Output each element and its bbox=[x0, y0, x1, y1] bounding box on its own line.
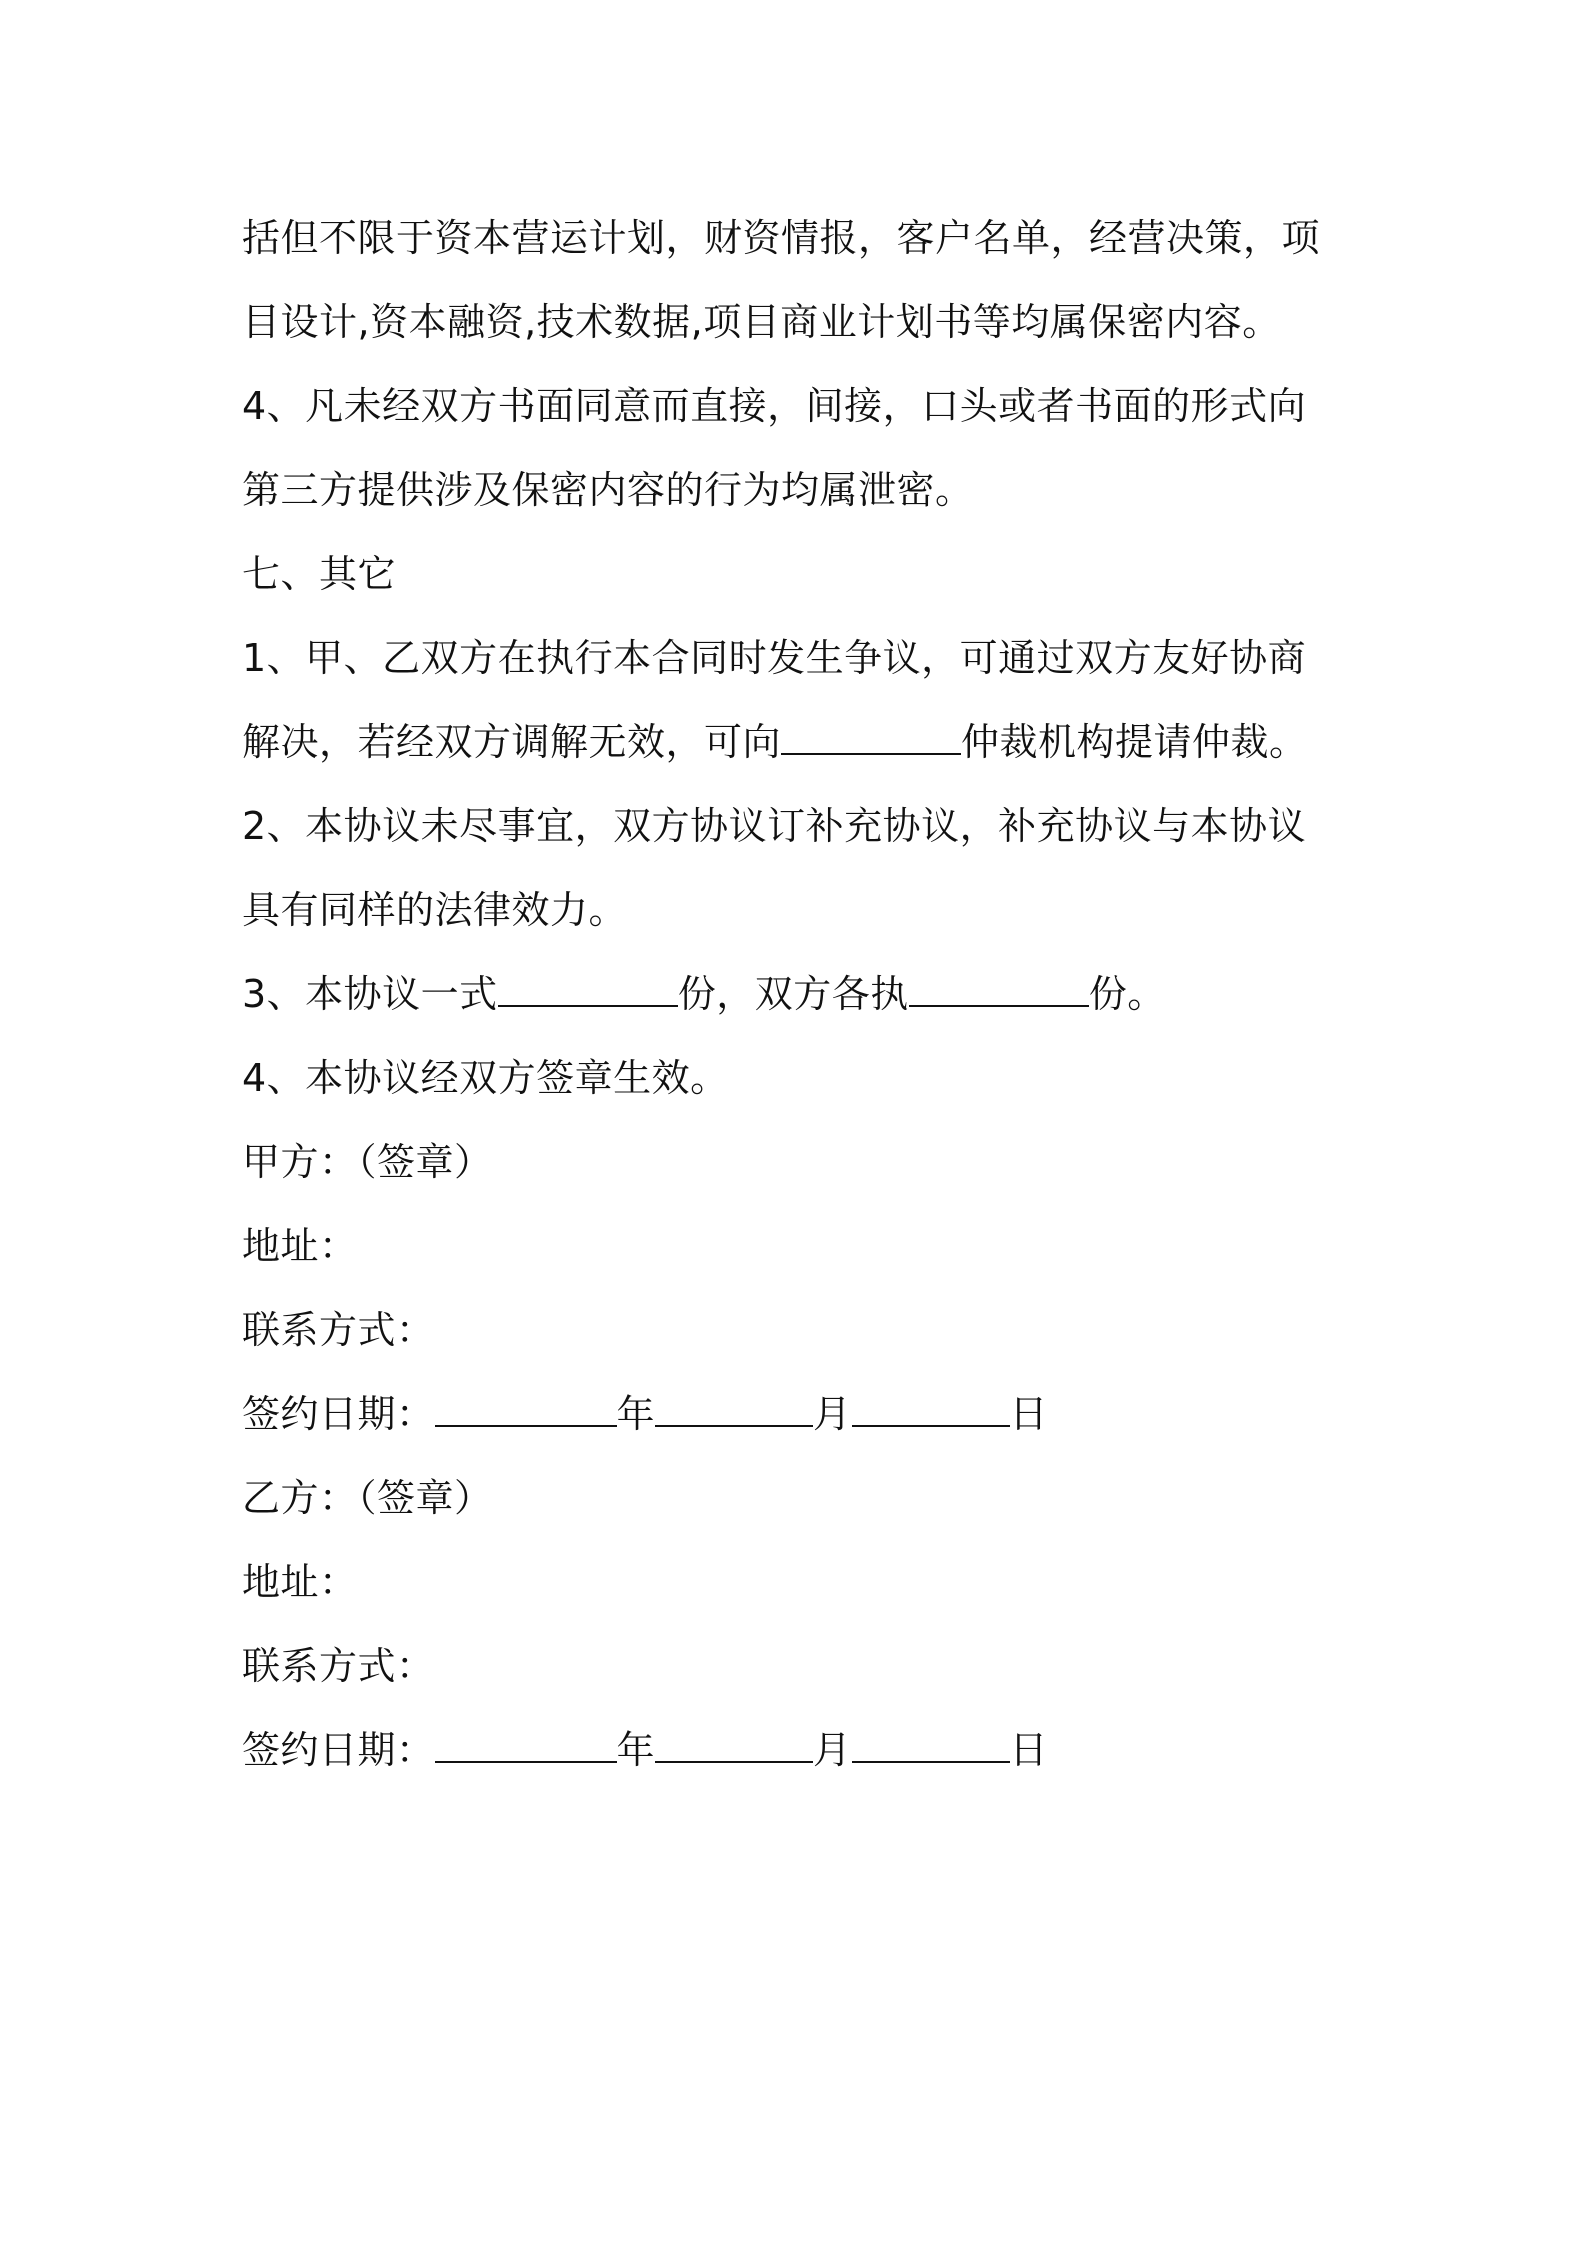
arbitration-line bbox=[242, 700, 1362, 784]
clause-4-effective: 4、本协议经双方签章生效。 bbox=[242, 1056, 729, 1100]
arbitration-text-before: 解决，若经双方调解无效，可向 bbox=[242, 720, 782, 764]
arbitration-institution-blank[interactable] bbox=[781, 719, 961, 755]
day-label: 日 bbox=[1009, 1392, 1049, 1436]
day-blank[interactable] bbox=[852, 1727, 1010, 1763]
party-b-signing-date bbox=[242, 1708, 1362, 1792]
paragraph-line: 具有同样的法律效力。 bbox=[242, 888, 628, 932]
document-body bbox=[242, 196, 1362, 1792]
clause-1-dispute: 1、甲、乙双方在执行本合同时发生争议，可通过双方友好协商 bbox=[242, 636, 1307, 680]
month-label: 月 bbox=[813, 1728, 852, 1772]
year-blank[interactable] bbox=[435, 1727, 617, 1763]
day-blank[interactable] bbox=[852, 1391, 1010, 1427]
year-blank[interactable] bbox=[435, 1391, 617, 1427]
total-copies-blank[interactable] bbox=[498, 971, 678, 1007]
party-a-contact-label: 联系方式： bbox=[242, 1308, 435, 1352]
month-label: 月 bbox=[813, 1392, 852, 1436]
arbitration-text-after: 仲裁机构提请仲裁。 bbox=[961, 720, 1308, 764]
party-a-title: 甲方：（签章） bbox=[242, 1140, 493, 1184]
clause-2-supplement: 2、本协议未尽事宜，双方协议订补充协议，补充协议与本协议 bbox=[242, 804, 1307, 848]
month-blank[interactable] bbox=[655, 1727, 813, 1763]
month-blank[interactable] bbox=[655, 1391, 813, 1427]
day-label: 日 bbox=[1009, 1728, 1049, 1772]
year-label: 年 bbox=[616, 1728, 656, 1772]
paragraph-line: 括但不限于资本营运计划，财资情报，客户名单，经营决策，项 bbox=[242, 216, 1321, 260]
party-b-contact-label: 联系方式： bbox=[242, 1644, 435, 1688]
year-label: 年 bbox=[616, 1392, 656, 1436]
each-party-copies-blank[interactable] bbox=[909, 971, 1089, 1007]
clause-3-copies bbox=[242, 952, 1362, 1036]
party-a-address-label: 地址： bbox=[242, 1224, 358, 1268]
paragraph-line: 目设计,资本融资,技术数据,项目商业计划书等均属保密内容。 bbox=[242, 300, 1281, 344]
party-b-address-label: 地址： bbox=[242, 1560, 358, 1604]
date-label: 签约日期： bbox=[242, 1728, 435, 1772]
party-a-signing-date bbox=[242, 1372, 1362, 1456]
date-label: 签约日期： bbox=[242, 1392, 435, 1436]
clause-4-confidentiality: 4、凡未经双方书面同意而直接，间接，口头或者书面的形式向 bbox=[242, 384, 1307, 428]
party-b-title: 乙方：（签章） bbox=[242, 1476, 493, 1520]
section-heading-other: 七、其它 bbox=[242, 552, 397, 596]
copies-text-after: 份。 bbox=[1088, 972, 1166, 1016]
copies-text-before: 3、本协议一式 bbox=[242, 972, 498, 1016]
paragraph-line: 第三方提供涉及保密内容的行为均属泄密。 bbox=[242, 468, 974, 512]
copies-text-middle: 份，双方各执 bbox=[677, 972, 909, 1016]
